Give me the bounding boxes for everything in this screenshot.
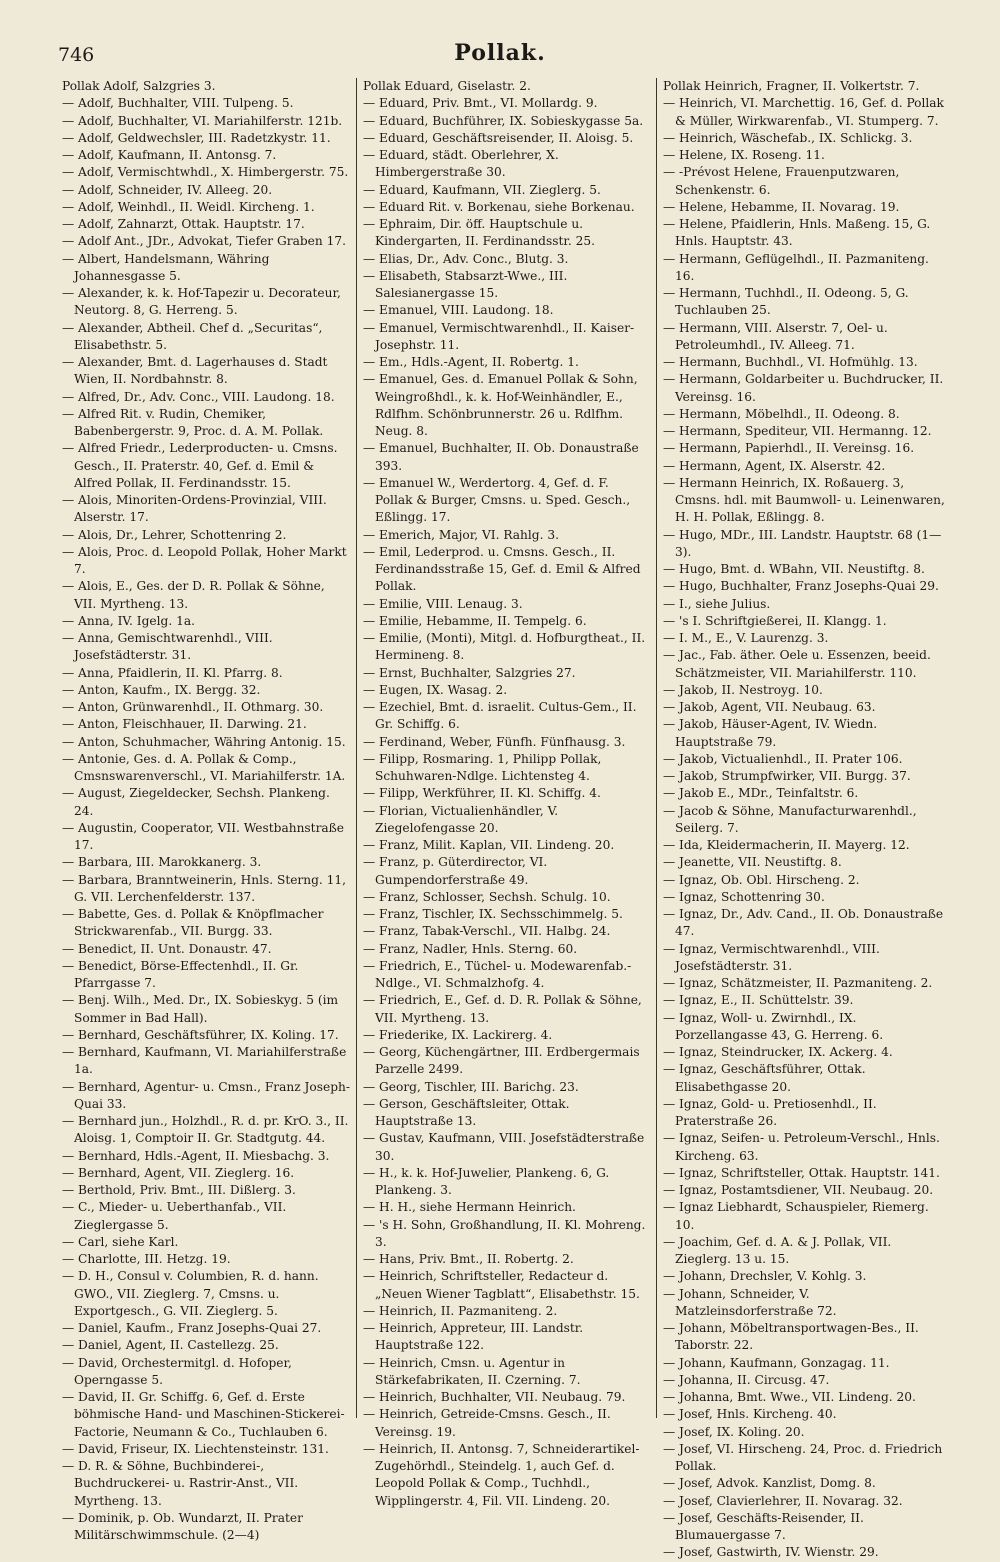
directory-entry: — 's I. Schriftgießerei, II. Klangg. 1. [663, 613, 887, 628]
directory-entry: — Ida, Kleidermacherin, II. Mayerg. 12. [663, 838, 910, 852]
directory-entry: — Jeanette, VII. Neustiftg. 8. [663, 855, 842, 870]
directory-entry: — Bernhard, Agent, VII. Zieglerg. 16. [62, 1165, 295, 1180]
directory-columns [56, 78, 980, 1560]
directory-entry: — Johann, Drechsler, V. Kohlg. 3. [663, 1269, 867, 1284]
directory-entry: — Georg, Küchengärtner, III. Erdbergermais Parzelle 2499. [363, 1045, 640, 1077]
directory-entry: — Barbara, III. Marokkanerg. 3. [62, 855, 262, 870]
directory-entry: — David, Friseur, IX. Liechtensteinstr. 131. [62, 1441, 329, 1456]
directory-entry: — Josef, VI. Hirscheng. 24, Proc. d. Friedrich Pollak. [663, 1441, 943, 1473]
directory-entry: — Ignaz Liebhardt, Schauspieler, Riemerg. 10. [663, 1200, 929, 1232]
directory-entry: — Alexander, k. k. Hof-Tapezir u. Decorateur, Neutorg. 8, G. Herreng. 5. [62, 286, 341, 318]
directory-entry: — Adolf, Weinhdl., II. Weidl. Kircheng. 1. [62, 199, 315, 214]
directory-entry: — Alfred, Dr., Adv. Conc., VIII. Laudong. 18. [62, 389, 335, 404]
directory-entry: — Johanna, II. Circusg. 47. [663, 1372, 830, 1387]
directory-entry: — Emanuel W., Werdertorg. 4, Gef. d. F. Pollak & Burger, Cmsns. u. Sped. Gesch., Eßlingg. 17. [363, 475, 631, 525]
directory-entry: — Helene, Pfaidlerin, Hnls. Maßeng. 15, G. Hnls. Hauptstr. 43. [663, 217, 931, 249]
column-middle [356, 78, 656, 1508]
directory-entry: — I., siehe Julius. [663, 596, 771, 611]
directory-entry: — Dominik, p. Ob. Wundarzt, II. Prater Militärschwimmschule. (2—4) [62, 1510, 303, 1542]
directory-entry: — D. H., Consul v. Columbien, R. d. hann. GWO., VII. Zieglerg. 7, Cmsns. u. Exportgesch., G. VII. Zieglerg. 5. [62, 1269, 319, 1318]
directory-entry: — Eduard, Kaufmann, VII. Zieglerg. 5. [363, 182, 601, 197]
directory-entry: — Hugo, MDr., III. Landstr. Hauptstr. 68 (1—3). [663, 527, 942, 559]
directory-entry: — Josef, Geschäfts-Reisender, II. Blumauergasse 7. [663, 1510, 864, 1542]
directory-entry: — H. H., siehe Hermann Heinrich. [363, 1200, 576, 1215]
directory-entry: — Emanuel, Vermischtwarenhdl., II. Kaiser-Josephstr. 11. [363, 320, 635, 352]
directory-entry: — Hugo, Bmt. d. WBahn, VII. Neustiftg. 8. [663, 562, 925, 576]
directory-entry: — Ignaz, Schriftsteller, Ottak. Hauptstr. 141. [663, 1165, 940, 1180]
directory-entry: — Hugo, Buchhalter, Franz Josephs-Quai 29. [663, 579, 939, 594]
directory-entry: — Johann, Möbeltransportwagen-Bes., II. Taborstr. 22. [663, 1321, 919, 1353]
directory-entry: — Jakob, Agent, VII. Neubaug. 63. [663, 700, 876, 714]
directory-entry: — Friedrich, E., Tüchel- u. Modewarenfab.-Ndlge., VI. Schmalzhofg. 4. [363, 958, 632, 990]
directory-entry: — Bernhard jun., Holzhdl., R. d. pr. KrO. 3., II. Aloisg. 1, Comptoir II. Gr. Stadtgutg. 44. [62, 1114, 349, 1146]
page-number: 746 [58, 44, 95, 66]
directory-entry: — Adolf, Zahnarzt, Ottak. Hauptstr. 17. [62, 217, 305, 231]
directory-entry: — Adolf, Buchhalter, VI. Mariahilferstr. 121b. [62, 113, 343, 128]
directory-entry: — Josef, IX. Koling. 20. [663, 1424, 805, 1439]
directory-entry: — Antonie, Ges. d. A. Pollak & Comp., Cmsnswarenverschl., VI. Mariahilferstr. 1A. [62, 751, 346, 783]
directory-entry: — Adolf Ant., JDr., Advokat, Tiefer Graben 17. [62, 234, 346, 249]
directory-entry: — Hermann Heinrich, IX. Roßauerg. 3, Cmsns. hdl. mit Baumwoll- u. Leinenwaren, H. H. Pollak, Eßlingg. 8. [663, 475, 945, 525]
directory-entry: — Ignaz, Seifen- u. Petroleum-Verschl., Hnls. Kircheng. 63. [663, 1131, 940, 1163]
directory-entry: — Ezechiel, Bmt. d. israelit. Cultus-Gem., II. Gr. Schiffg. 6. [363, 700, 637, 732]
directory-entry: — Emerich, Major, VI. Rahlg. 3. [363, 527, 559, 542]
directory-entry: — Johanna, Bmt. Wwe., VII. Lindeng. 20. [663, 1390, 916, 1404]
directory-entry: — Hans, Priv. Bmt., II. Robertg. 2. [363, 1252, 574, 1266]
directory-entry: — Adolf, Schneider, IV. Alleeg. 20. [62, 182, 273, 197]
directory-entry: — Adolf, Kaufmann, II. Antonsg. 7. [62, 148, 277, 162]
directory-entry: — Anna, Gemischtwarenhdl., VIII. Josefstädterstr. 31. [62, 631, 273, 663]
page-header: Pollak. [454, 40, 546, 66]
directory-entry: — Helene, IX. Roseng. 11. [663, 148, 825, 162]
directory-entry: — Josef, Hnls. Kircheng. 40. [663, 1407, 837, 1422]
directory-entry: — Babette, Ges. d. Pollak & Knöpflmacher Strickwarenfab., VII. Burgg. 33. [62, 907, 324, 939]
directory-entry: — Jakob, Strumpfwirker, VII. Burgg. 37. [663, 769, 911, 783]
directory-entry: — Heinrich, II. Antonsg. 7, Schneiderartikel-Zugehörhdl., Steindelg. 1, auch Gef. d. Leopold Pollak & Comp., Tuchhdl., Wipplingerstr. 4, Fil. VII. Lindeng. 20. [363, 1441, 640, 1508]
directory-entry: — C., Mieder- u. Ueberthanfab., VII. Zieglergasse 5. [62, 1200, 287, 1232]
directory-entry: — Charlotte, III. Hetzg. 19. [62, 1252, 231, 1266]
directory-entry: — Emanuel, VIII. Laudong. 18. [363, 303, 554, 318]
directory-entry: — Helene, Hebamme, II. Novarag. 19. [663, 199, 900, 214]
directory-entry: — Joachim, Gef. d. A. & J. Pollak, VII. Zieglerg. 13 u. 15. [663, 1234, 892, 1266]
directory-entry: — Jacob & Söhne, Manufacturwarenhdl., Seilerg. 7. [663, 803, 917, 835]
directory-entry: — Josef, Gastwirth, IV. Wienstr. 29. [663, 1545, 879, 1560]
directory-entry: — Alois, Proc. d. Leopold Pollak, Hoher Markt 7. [62, 544, 347, 576]
directory-entry: — Franz, p. Güterdirector, VI. Gumpendorferstraße 49. [363, 855, 548, 887]
directory-entry: — Ephraim, Dir. öff. Hauptschule u. Kindergarten, II. Ferdinandsstr. 25. [363, 217, 595, 249]
directory-entry: — Josef, Clavierlehrer, II. Novarag. 32. [663, 1493, 903, 1508]
directory-entry: — Ignaz, Postamtsdiener, VII. Neubaug. 20. [663, 1183, 934, 1197]
directory-entry: — Bernhard, Geschäftsführer, IX. Koling. 17. [62, 1027, 339, 1042]
directory-entry: — Florian, Victualienhändler, V. Ziegelofengasse 20. [363, 803, 559, 835]
directory-entry: — Filipp, Werkführer, II. Kl. Schiffg. 4. [363, 786, 601, 801]
directory-entry: — Ignaz, Schottenring 30. [663, 889, 825, 904]
directory-entry: — Anton, Schuhmacher, Währing Antonig. 15. [62, 734, 346, 749]
directory-entry: — Albert, Handelsmann, Währing Johannesgasse 5. [62, 251, 270, 283]
directory-entry: Pollak Heinrich, Fragner, II. Volkertstr. 7. [663, 79, 920, 93]
directory-entry: — Josef, Advok. Kanzlist, Domg. 8. [663, 1476, 876, 1491]
directory-entry: — Ernst, Buchhalter, Salzgries 27. [363, 665, 576, 680]
directory-entry: — -Prévost Helene, Frauenputzwaren, Schenkenstr. 6. [663, 165, 900, 197]
directory-entry: — Ignaz, Dr., Adv. Cand., II. Ob. Donaustraße 47. [663, 907, 944, 939]
directory-entry: — Ignaz, E., II. Schüttelstr. 39. [663, 993, 854, 1008]
directory-entry: — David, Orchestermitgl. d. Hofoper, Operngasse 5. [62, 1355, 292, 1387]
directory-entry: — Franz, Milit. Kaplan, VII. Lindeng. 20. [363, 838, 615, 852]
directory-entry: — Jakob, Victualienhdl., II. Prater 106. [663, 751, 903, 766]
directory-entry: — Eduard, Buchführer, IX. Sobieskygasse 5a. [363, 113, 644, 128]
directory-entry: — Franz, Tabak-Verschl., VII. Halbg. 24. [363, 924, 611, 939]
directory-entry: — Eugen, IX. Wasag. 2. [363, 682, 508, 697]
directory-entry: — Adolf, Buchhalter, VIII. Tulpeng. 5. [62, 96, 294, 111]
directory-entry: — Alfred Friedr., Lederproducten- u. Cmsns. Gesch., II. Praterstr. 40, Gef. d. Emil & Alfred Pollak, II. Ferdinandsstr. 15. [62, 441, 338, 490]
directory-entry: — Georg, Tischler, III. Barichg. 23. [363, 1079, 579, 1094]
directory-entry: — Barbara, Branntweinerin, Hnls. Sterng. 11, G. VII. Lerchenfelderstr. 137. [62, 872, 347, 904]
directory-entry: — Alois, E., Ges. der D. R. Pollak & Söhne, VII. Myrtheng. 13. [62, 579, 325, 611]
directory-entry: — Heinrich, Wäschefab., IX. Schlickg. 3. [663, 130, 913, 145]
directory-entry: — Eduard Rit. v. Borkenau, siehe Borkenau. [363, 199, 635, 214]
directory-entry: — Ignaz, Gold- u. Pretiosenhdl., II. Praterstraße 26. [663, 1096, 877, 1128]
directory-entry: — Anton, Grünwarenhdl., II. Othmarg. 30. [62, 700, 324, 714]
directory-entry: — Filipp, Rosmaring. 1, Philipp Pollak, Schuhwaren-Ndlge. Lichtensteg 4. [363, 751, 602, 783]
directory-entry: — Gustav, Kaufmann, VIII. Josefstädterstraße 30. [363, 1131, 645, 1163]
directory-entry: — Heinrich, Getreide-Cmsns. Gesch., II. Vereinsg. 19. [363, 1407, 611, 1439]
directory-entry: — Elisabeth, Stabsarzt-Wwe., III. Salesianergasse 15. [363, 268, 568, 300]
directory-entry: — Johann, Schneider, V. Matzleinsdorferstraße 72. [663, 1286, 837, 1318]
directory-entry: — Elias, Dr., Adv. Conc., Blutg. 3. [363, 251, 569, 266]
directory-entry: — Berthold, Priv. Bmt., III. Dißlerg. 3. [62, 1183, 296, 1197]
directory-entry: — Hermann, Buchhdl., VI. Hofmühlg. 13. [663, 355, 918, 369]
directory-entry: — D. R. & Söhne, Buchbinderei-, Buchdruckerei- u. Rastrir-Anst., VII. Myrtheng. 13. [62, 1459, 299, 1508]
directory-entry: — Hermann, Goldarbeiter u. Buchdrucker, II. Vereinsg. 16. [663, 372, 944, 404]
directory-entry: — Eduard, Priv. Bmt., VI. Mollardg. 9. [363, 96, 598, 111]
directory-entry: — Ferdinand, Weber, Fünfh. Fünfhausg. 3. [363, 734, 626, 749]
directory-entry: — Alexander, Abtheil. Chef d. „Securitas“, Elisabethstr. 5. [62, 320, 323, 352]
directory-entry: — Heinrich, VI. Marchettig. 16, Gef. d. Pollak & Müller, Wirkwarenfab., VI. Stumperg. 7. [663, 96, 944, 128]
directory-entry: — Friederike, IX. Lackirerg. 4. [363, 1027, 553, 1042]
directory-entry: — Hermann, Agent, IX. Alserstr. 42. [663, 458, 886, 473]
directory-entry: — Emanuel, Ges. d. Emanuel Pollak & Sohn, Weingroßhdl., k. k. Hof-Weinhändler, E., Rdlfhm. Schönbrunnerstr. 26 u. Rdlfhm. Neug. 8. [363, 372, 638, 438]
directory-entry: — Bernhard, Kaufmann, VI. Mariahilferstraße 1a. [62, 1045, 347, 1077]
directory-entry: Pollak Adolf, Salzgries 3. [62, 79, 216, 93]
directory-entry: — Hermann, Geflügelhdl., II. Pazmaniteng. 16. [663, 251, 929, 283]
directory-entry: — Ignaz, Steindrucker, IX. Ackerg. 4. [663, 1045, 893, 1059]
directory-entry: — Anton, Fleischhauer, II. Darwing. 21. [62, 717, 307, 732]
directory-entry: — Anton, Kaufm., IX. Bergg. 32. [62, 682, 261, 697]
directory-entry: — Carl, siehe Karl. [62, 1234, 179, 1249]
directory-entry: Pollak Eduard, Giselastr. 2. [363, 79, 531, 93]
directory-entry: — Heinrich, Cmsn. u. Agentur in Stärkefabrikaten, II. Czerning. 7. [363, 1355, 581, 1387]
directory-entry: — Adolf, Vermischtwhdl., X. Himbergerstr. 75. [62, 165, 349, 180]
directory-entry: — Benedict, II. Unt. Donaustr. 47. [62, 941, 272, 956]
directory-entry: — Emilie, Hebamme, II. Tempelg. 6. [363, 613, 587, 628]
directory-entry: — Eduard, Geschäftsreisender, II. Aloisg. 5. [363, 130, 634, 145]
directory-entry: — Daniel, Agent, II. Castellezg. 25. [62, 1338, 279, 1353]
directory-entry: — Johann, Kaufmann, Gonzagag. 11. [663, 1355, 890, 1370]
directory-entry: — Hermann, VIII. Alserstr. 7, Oel- u. Petroleumhdl., IV. Alleeg. 71. [663, 320, 888, 352]
directory-entry: — Jakob, Häuser-Agent, IV. Wiedn. Hauptstraße 79. [663, 717, 878, 749]
column-left [56, 78, 356, 1542]
directory-entry: — Ignaz, Vermischtwarenhdl., VIII. Josefstädterstr. 31. [663, 941, 880, 973]
directory-entry: — Benedict, Börse-Effectenhdl., II. Gr. Pfarrgasse 7. [62, 958, 299, 990]
directory-entry: — Emil, Lederprod. u. Cmsns. Gesch., II. Ferdinandsstraße 15, Gef. d. Emil & Alfred Pollak. [363, 544, 641, 594]
directory-entry: — Heinrich, II. Pazmaniteng. 2. [363, 1303, 558, 1318]
directory-entry: — Bernhard, Agentur- u. Cmsn., Franz Joseph-Quai 33. [62, 1079, 350, 1111]
directory-entry: — Franz, Nadler, Hnls. Sterng. 60. [363, 941, 578, 956]
directory-entry: — Heinrich, Schriftsteller, Redacteur d. „Neuen Wiener Tagblatt“, Elisabethstr. 15. [363, 1269, 640, 1301]
directory-entry: — Ignaz, Woll- u. Zwirnhdl., IX. Porzellangasse 43, G. Herreng. 6. [663, 1010, 884, 1042]
directory-entry: — Anna, IV. Igelg. 1a. [62, 613, 195, 628]
directory-entry: — Augustin, Cooperator, VII. Westbahnstraße 17. [62, 820, 345, 852]
directory-entry: — Hermann, Möbelhdl., II. Odeong. 8. [663, 406, 900, 421]
directory-entry: — Hermann, Spediteur, VII. Hermanng. 12. [663, 424, 932, 438]
directory-entry: — Em., Hdls.-Agent, II. Robertg. 1. [363, 355, 579, 369]
directory-entry: — Alfred Rit. v. Rudin, Chemiker, Babenbergerstr. 9, Proc. d. A. M. Pollak. [62, 406, 324, 438]
directory-entry: — Jakob E., MDr., Teinfaltstr. 6. [663, 786, 859, 801]
directory-entry: — Alois, Dr., Lehrer, Schottenring 2. [62, 527, 287, 542]
directory-entry: — Benj. Wilh., Med. Dr., IX. Sobieskyg. 5 (im Sommer in Bad Hall). [62, 993, 339, 1025]
directory-entry: — August, Ziegeldecker, Sechsh. Plankeng. 24. [62, 786, 330, 818]
directory-entry: — Alois, Minoriten-Ordens-Provinzial, VIII. Alserstr. 17. [62, 493, 327, 525]
directory-entry: — Daniel, Kaufm., Franz Josephs-Quai 27. [62, 1321, 322, 1335]
directory-entry: — Bernhard, Hdls.-Agent, II. Miesbachg. 3. [62, 1148, 330, 1163]
directory-entry: — Eduard, städt. Oberlehrer, X. Himbergerstraße 30. [363, 148, 559, 180]
directory-entry: — Ignaz, Schätzmeister, II. Pazmaniteng. 2. [663, 976, 933, 990]
directory-entry: — 's H. Sohn, Großhandlung, II. Kl. Mohreng. 3. [363, 1217, 646, 1249]
directory-entry: — Jakob, II. Nestroyg. 10. [663, 682, 823, 697]
directory-entry: — Emilie, VIII. Lenaug. 3. [363, 596, 523, 611]
directory-entry: — Emanuel, Buchhalter, II. Ob. Donaustraße 393. [363, 441, 639, 473]
directory-entry: — Alexander, Bmt. d. Lagerhauses d. Stadt Wien, II. Nordbahnstr. 8. [62, 355, 328, 387]
directory-entry: — Heinrich, Buchhalter, VII. Neubaug. 79. [363, 1390, 626, 1404]
directory-entry: — Hermann, Papierhdl., II. Vereinsg. 16. [663, 441, 915, 456]
directory-entry: — H., k. k. Hof-Juwelier, Plankeng. 6, G. Plankeng. 3. [363, 1165, 610, 1197]
directory-entry: — Anna, Pfaidlerin, II. Kl. Pfarrg. 8. [62, 665, 283, 680]
directory-entry: — Gerson, Geschäftsleiter, Ottak. Hauptstraße 13. [363, 1096, 570, 1128]
directory-entry: — Franz, Schlosser, Sechsh. Schulg. 10. [363, 889, 611, 904]
directory-entry: — Adolf, Geldwechsler, III. Radetzkystr. 11. [62, 130, 331, 145]
directory-entry: — Emilie, (Monti), Mitgl. d. Hofburgtheat., II. Hermineng. 8. [363, 631, 646, 663]
directory-entry: — Franz, Tischler, IX. Sechsschimmelg. 5. [363, 907, 623, 921]
column-right [656, 78, 956, 1560]
directory-entry: — Ignaz, Ob. Obl. Hirscheng. 2. [663, 872, 860, 887]
directory-entry: — Heinrich, Appreteur, III. Landstr. Hauptstraße 122. [363, 1321, 584, 1353]
directory-entry: — I. M., E., V. Laurenzg. 3. [663, 631, 829, 645]
directory-entry: — Ignaz, Geschäftsführer, Ottak. Elisabethgasse 20. [663, 1062, 866, 1094]
directory-entry: — Hermann, Tuchhdl., II. Odeong. 5, G. Tuchlauben 25. [663, 286, 909, 318]
directory-entry: — Friedrich, E., Gef. d. D. R. Pollak & Söhne, VII. Myrtheng. 13. [363, 993, 642, 1025]
directory-entry: — David, II. Gr. Schiffg. 6, Gef. d. Erste böhmische Hand- und Maschinen-Stickerei-Factorie, Neumann & Co., Tuchlauben 6. [62, 1390, 345, 1439]
directory-entry: — Jac., Fab. äther. Oele u. Essenzen, beeid. Schätzmeister, VII. Mariahilferstr. 110. [663, 648, 931, 680]
